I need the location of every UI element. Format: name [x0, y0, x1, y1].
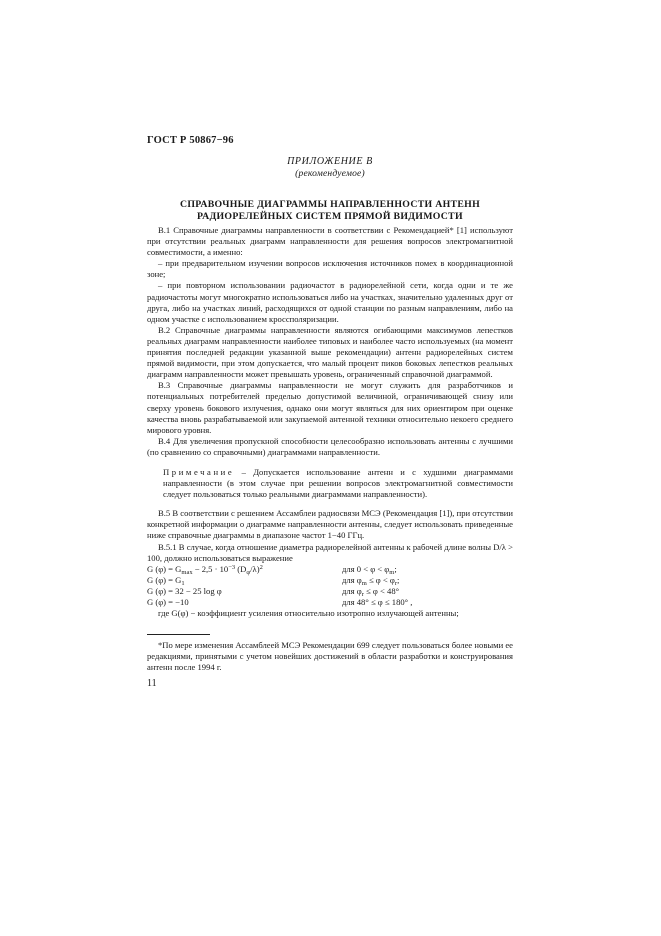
paragraph-b5: В.5 В соответствии с решением Ассамблеи радиосвязи МСЭ (Рекомендация [1]), при отсутствии конкретной информации о диаграмме направленности антенны, следует использовать приведенные ниже справочные диаграммы в диапазоне частот 1−40 ГГц. — [147, 508, 513, 541]
paragraph-b51: В.5.1 В случае, когда отношение диаметра радиорелейной антенны к рабочей длине волны D/λ > 100, должно использоваться выражение — [147, 541, 513, 563]
formula-2-condition: для $\varphi_m \le \varphi < \varphi_r$; — [342, 574, 400, 587]
paragraph-b4: В.4 Для увеличения пропускной способности целесообразно использовать антенны с лучшими (по сравнению со справочными) диаграммами направленности. — [147, 435, 513, 457]
footnote: *По мере изменения Ассамблеей МСЭ Рекомендации 699 следует пользоваться более новыми ее редакциями, принятыми с учетом новейших достижений в области разработки и конструирования антенн после 1994 г. — [147, 640, 513, 673]
section-title — [147, 199, 513, 223]
formula-row-4 — [147, 597, 513, 608]
note-text: – Допускается использование антенн и с худшими диаграммами направленности (в этом случае при решении вопросов электромагнитной совместимости следует пользоваться только реальными диаграммами направленности). — [163, 466, 513, 500]
paragraph-b1: В.1 Справочные диаграммы направленности в соответствии с Рекомендацией* [1] используют при отсутствии реальных диаграмм направленности для решения вопросов электромагнитной совместимости, а именно: — [147, 225, 513, 258]
standard-header: ГОСТ Р 50867−96 — [147, 135, 234, 146]
body-text — [147, 225, 513, 619]
formula-3-expression: G (φ) = 32 − 25 log φ — [147, 585, 222, 596]
formula-4-expression: G (φ) = −10 — [147, 597, 189, 607]
formula-1-condition: для $0 < \varphi < \varphi_m$; — [342, 563, 397, 576]
list-item-dash-1: – при предварительном изучении вопросов исключения источников помех в координационной зоне; — [147, 258, 513, 280]
list-item-dash-2: – при повторном использовании радиочастот в радиорелейной сети, когда одни и те же радиочастоты могут многократно использоваться либо на участках, значительно удаленных друг от друга, либо на участках линий, расходящихся от одной станции по разным направлениям, либо на одном участке с использованием кроссполяризации. — [147, 280, 513, 324]
paragraph-where: где G(φ) − коэффициент усиления относительно изотропно излучающей антенны; — [158, 608, 459, 619]
formula-3-condition: для $\varphi_r \le \varphi < 48^\circ$ — [342, 585, 400, 598]
formula-row-1 — [147, 564, 513, 575]
title-line-1: СПРАВОЧНЫЕ ДИАГРАММЫ НАПРАВЛЕННОСТИ АНТЕНН — [180, 199, 480, 210]
page-number: 11 — [147, 678, 157, 689]
formula-2-expression: G $(\varphi) = G_1$ — [147, 574, 185, 587]
appendix-label: ПРИЛОЖЕНИЕ В — [287, 156, 373, 167]
formula-1-expression: G $(\varphi) = G_{max} - 2,5 \cdot 10^{-3}$ $(D_\varphi/\lambda)^2$ — [147, 563, 263, 576]
note-label: Примечание — [163, 466, 235, 477]
formula-4-condition: для 48° ≤ φ ≤ 180° , — [342, 597, 413, 607]
paragraph-b3: В.3 Справочные диаграммы направленности не могут служить для разработчиков и потенциальных потребителей пределью допустимой величиной, ограничивающей снизу или сверху уровень бокового излучения, однако они могут являться для них ориентиром при оценке качества вновь разрабатываемой или закупаемой антенной техники относительно некоего среднего мирового уровня. — [147, 380, 513, 435]
note-block — [147, 467, 513, 500]
formula-row-3 — [147, 586, 513, 597]
title-line-2: РАДИОРЕЛЕЙНЫХ СИСТЕМ ПРЯМОЙ ВИДИМОСТИ — [197, 211, 463, 222]
paragraph-b2: В.2 Справочные диаграммы направленности являются огибающими максимумов лепестков реальных диаграмм направленности наиболее типовых и наиболее часто используемых (на момент принятия последней редакции указанной выше рекомендации) антенн радиорелейных систем прямой видимости, при этом допускается, что малый процент пиков боковых лепестков реальных диаграмм направленности может превышать уровень, ограниченный справочной диаграммой. — [147, 324, 513, 380]
formula-row-2 — [147, 575, 513, 586]
footnote-separator — [147, 634, 210, 635]
appendix-status: (рекомендуемое) — [295, 169, 365, 179]
appendix-heading — [147, 156, 513, 180]
